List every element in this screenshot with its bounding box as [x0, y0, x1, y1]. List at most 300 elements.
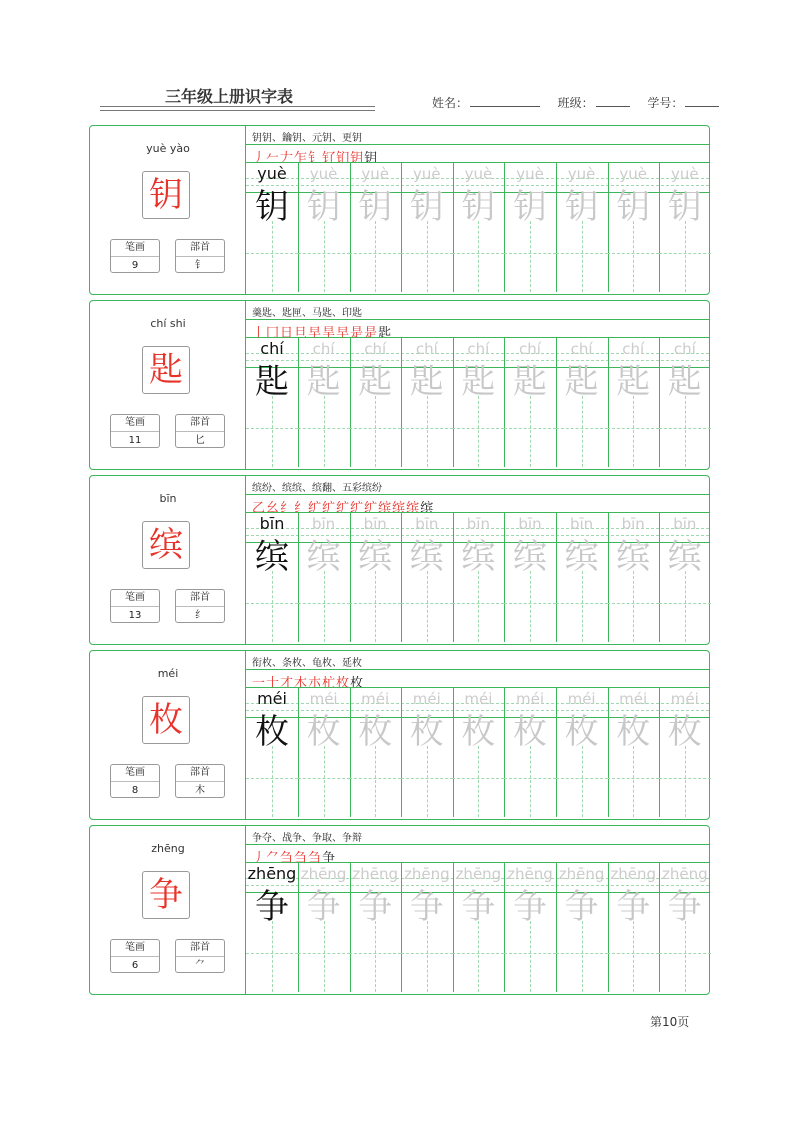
cell-guide [478, 746, 479, 817]
practice-char: 匙 [461, 362, 496, 402]
cell-guide [556, 953, 608, 954]
stroke-count-box [110, 589, 160, 623]
cell-guide [478, 396, 479, 467]
cell-guide [401, 953, 453, 954]
cell-guide [272, 221, 273, 292]
cell-guide [427, 746, 428, 817]
example-words: 羹匙、匙匣、马匙、印匙 [252, 308, 362, 319]
stroke-count-label: 笔画 [111, 940, 159, 957]
stroke-step: 是 [350, 326, 365, 341]
char-card [89, 475, 710, 645]
cell-guide [246, 603, 298, 604]
stroke-step: 十 [266, 676, 281, 691]
radical: ⺈ [195, 960, 205, 971]
cell-guide [582, 921, 583, 992]
practice-pinyin: bīn [466, 515, 490, 533]
practice-cell[interactable] [401, 863, 453, 992]
practice-char: 枚 [513, 712, 547, 752]
cell-guide [582, 221, 583, 292]
number-field[interactable] [685, 95, 719, 107]
cell-guide [298, 428, 350, 429]
stroke-step: 杧 [322, 676, 337, 691]
radical-label: 部首 [176, 765, 224, 782]
cell-guide [556, 253, 608, 254]
stroke-count: 13 [128, 610, 142, 621]
radical-box [175, 764, 225, 798]
char-pinyin: méi [157, 667, 179, 680]
practice-cell[interactable] [504, 688, 556, 817]
practice-cell[interactable] [607, 513, 659, 642]
practice-char: 匙 [409, 362, 444, 402]
stroke-step: 枚 [350, 676, 365, 691]
practice-pinyin: bīn [569, 515, 594, 533]
stroke-step: 纟 [294, 501, 309, 516]
radical: 纟 [195, 610, 205, 621]
stroke-step: 木 [294, 676, 309, 691]
practice-char: 缤 [255, 537, 289, 577]
practice-char: 争 [461, 887, 496, 927]
practice-cell[interactable] [298, 338, 350, 467]
example-words: 争夺、战争、争取、争辩 [252, 833, 362, 844]
practice-char: 匙 [306, 362, 341, 402]
cell-guide [607, 428, 659, 429]
practice-cell[interactable] [504, 863, 556, 992]
stroke-step: 匙 [378, 326, 393, 341]
stroke-step: 丿 [252, 151, 267, 166]
stroke-count-box [110, 414, 160, 448]
practice-cell[interactable] [246, 338, 298, 467]
practice-cell[interactable] [504, 513, 556, 642]
radical-box [175, 939, 225, 973]
practice-char: 缤 [616, 537, 651, 577]
cell-guide [452, 953, 504, 954]
cell-guide [427, 221, 428, 292]
cell-guide [401, 428, 453, 429]
practice-pinyin: méi [361, 690, 390, 708]
practice-cell[interactable] [556, 163, 608, 292]
stroke-step: 缤 [420, 501, 435, 516]
practice-char: 钥 [255, 187, 289, 227]
stroke-step: 纩 [350, 501, 365, 516]
practice-cell[interactable] [401, 688, 453, 817]
cell-guide [556, 603, 608, 604]
cell-guide [324, 396, 325, 467]
practice-char: 缤 [409, 537, 444, 577]
stroke-count: 6 [131, 960, 139, 971]
example-words: 缤纷、缤缤、缤翻、五彩缤纷 [252, 483, 382, 494]
practice-char: 争 [513, 887, 547, 927]
practice-cell[interactable] [607, 163, 659, 292]
cell-guide [659, 603, 711, 604]
practice-char: 争 [306, 887, 341, 927]
stroke-step: 日 [280, 326, 295, 341]
practice-pinyin: zhēng [558, 865, 605, 883]
practice-pinyin: bīn [311, 515, 336, 533]
char-display: 钥 [142, 171, 190, 219]
cell-guide [530, 746, 531, 817]
stroke-step: 刍 [280, 851, 295, 866]
stroke-step: 钅 [308, 151, 323, 166]
practice-cell[interactable] [349, 513, 401, 642]
practice-cell[interactable] [659, 863, 711, 992]
class-label: 班级： [557, 96, 594, 110]
stroke-step: 钥 [364, 151, 379, 166]
stroke-step: 缤 [378, 501, 393, 516]
stroke-count-box [110, 939, 160, 973]
practice-pinyin: chí [364, 340, 387, 358]
practice-cell[interactable] [504, 338, 556, 467]
stroke-step: 早 [308, 326, 323, 341]
radical: 匕 [195, 435, 205, 446]
stroke-step: 丿 [252, 851, 267, 866]
stroke-step: 纩 [322, 501, 337, 516]
stroke-count-label: 笔画 [111, 415, 159, 432]
practice-cell[interactable] [298, 513, 350, 642]
cell-guide [530, 921, 531, 992]
row-rule [246, 494, 709, 495]
practice-cell[interactable] [298, 688, 350, 817]
practice-cell[interactable] [452, 863, 504, 992]
practice-char: 争 [255, 887, 289, 927]
practice-char: 枚 [306, 712, 341, 752]
practice-pinyin: bīn [415, 515, 439, 533]
cell-guide [246, 428, 298, 429]
cell-guide [478, 221, 479, 292]
cell-guide [633, 396, 634, 467]
practice-cell[interactable] [349, 338, 401, 467]
cell-guide [478, 921, 479, 992]
stroke-step: 乙 [252, 501, 267, 516]
cell-guide [452, 603, 504, 604]
practice-char: 匙 [255, 362, 289, 402]
cell-guide [401, 603, 453, 604]
cell-guide [272, 921, 273, 992]
practice-char: 枚 [564, 712, 599, 752]
practice-pinyin: bīn [621, 515, 645, 533]
name-label: 姓名： [432, 96, 469, 110]
stroke-count: 8 [131, 785, 139, 796]
number-label: 学号： [647, 96, 684, 110]
practice-cell[interactable] [659, 163, 711, 292]
cell-guide [504, 428, 556, 429]
practice-char: 缤 [461, 537, 496, 577]
practice-pinyin: méi [309, 690, 338, 708]
radical-box [175, 239, 225, 273]
student-info [432, 94, 719, 111]
practice-char: 匙 [564, 362, 599, 402]
stroke-step: 冂 [266, 326, 281, 341]
cell-guide [375, 221, 376, 292]
cell-guide [633, 571, 634, 642]
practice-pinyin: zhēng [455, 865, 502, 883]
practice-cell[interactable] [452, 688, 504, 817]
cell-guide [582, 396, 583, 467]
stroke-step: 一 [252, 676, 267, 691]
page-title: 三年级上册识字表 [165, 87, 294, 106]
cell-guide [349, 428, 401, 429]
practice-cell[interactable] [504, 163, 556, 292]
char-card [89, 825, 710, 995]
practice-cell[interactable] [556, 688, 608, 817]
practice-pinyin: chí [415, 340, 438, 358]
practice-cell[interactable] [659, 513, 711, 642]
stroke-step: 争 [322, 851, 337, 866]
practice-char: 枚 [461, 712, 496, 752]
stroke-step: 朩 [308, 676, 323, 691]
stroke-step: ⺈ [266, 851, 281, 866]
char-card [89, 650, 710, 820]
practice-char: 枚 [255, 712, 289, 752]
practice-char: 争 [564, 887, 599, 927]
cell-guide [298, 953, 350, 954]
practice-pinyin: yuè [567, 165, 596, 183]
practice-pinyin: yuè [412, 165, 441, 183]
stroke-count-box [110, 239, 160, 273]
cell-guide [375, 571, 376, 642]
practice-char: 缤 [667, 537, 702, 577]
cell-guide [530, 396, 531, 467]
practice-pinyin: zhēng [247, 865, 297, 883]
cell-guide [685, 396, 686, 467]
cell-guide [324, 921, 325, 992]
stroke-step: 旱 [322, 326, 337, 341]
practice-char: 钥 [513, 187, 547, 227]
class-field[interactable] [596, 95, 630, 107]
radical-label: 部首 [176, 415, 224, 432]
practice-cell[interactable] [349, 163, 401, 292]
cell-guide [633, 921, 634, 992]
cell-guide [504, 603, 556, 604]
stroke-step: 纩 [364, 501, 379, 516]
practice-cell[interactable] [659, 688, 711, 817]
char-display: 缤 [142, 521, 190, 569]
stroke-step: 纩 [336, 501, 351, 516]
practice-char: 钥 [358, 187, 393, 227]
cell-guide [246, 778, 298, 779]
practice-char: 钥 [306, 187, 341, 227]
cell-guide [324, 571, 325, 642]
stroke-step: 𠂇 [280, 151, 295, 166]
practice-char: 争 [616, 887, 651, 927]
practice-pinyin: zhēng [507, 865, 553, 883]
practice-char: 缤 [513, 537, 547, 577]
cell-guide [401, 778, 453, 779]
practice-pinyin: zhēng [352, 865, 398, 883]
practice-cell[interactable] [349, 688, 401, 817]
practice-cell[interactable] [349, 863, 401, 992]
cell-guide [427, 571, 428, 642]
stroke-step: 纩 [308, 501, 323, 516]
practice-pinyin: zhēng [300, 865, 347, 883]
stroke-step: 刍 [308, 851, 323, 866]
practice-cell[interactable] [659, 338, 711, 467]
cell-guide [452, 778, 504, 779]
title-underline [100, 110, 375, 111]
stroke-step: 是 [364, 326, 379, 341]
cell-guide [375, 921, 376, 992]
radical-label: 部首 [176, 940, 224, 957]
practice-char: 匙 [513, 362, 547, 402]
cell-guide [375, 746, 376, 817]
practice-pinyin: bīn [518, 515, 542, 533]
cell-guide [452, 428, 504, 429]
cell-guide [582, 571, 583, 642]
cell-guide [607, 778, 659, 779]
practice-char: 钥 [461, 187, 496, 227]
practice-pinyin: méi [670, 690, 699, 708]
cell-guide [504, 253, 556, 254]
cell-guide [556, 778, 608, 779]
cell-guide [659, 253, 711, 254]
cell-guide [530, 571, 531, 642]
practice-cell[interactable] [246, 863, 298, 992]
char-pinyin: yuè yào [146, 142, 190, 155]
cell-guide [349, 603, 401, 604]
radical-box [175, 589, 225, 623]
practice-pinyin: méi [567, 690, 596, 708]
cell-guide [272, 746, 273, 817]
practice-cell[interactable] [246, 163, 298, 292]
example-words: 衔枚、条枚、龟枚、延枚 [252, 658, 362, 669]
practice-pinyin: yuè [619, 165, 647, 183]
stroke-step: 𠂉 [266, 151, 281, 166]
stroke-step: 纟 [280, 501, 295, 516]
radical-box [175, 414, 225, 448]
practice-cell[interactable] [246, 513, 298, 642]
practice-char: 匙 [616, 362, 651, 402]
practice-pinyin: bīn [259, 515, 285, 533]
cell-guide [685, 921, 686, 992]
cell-guide [530, 221, 531, 292]
char-info-panel [90, 126, 246, 294]
practice-cell[interactable] [452, 513, 504, 642]
cell-guide [349, 778, 401, 779]
cell-guide [324, 221, 325, 292]
cell-guide [504, 778, 556, 779]
practice-cell[interactable] [246, 688, 298, 817]
practice-char: 钥 [667, 187, 702, 227]
cell-guide [607, 603, 659, 604]
practice-cell[interactable] [298, 163, 350, 292]
char-card [89, 300, 710, 470]
cell-guide [375, 396, 376, 467]
cell-guide [607, 253, 659, 254]
cell-guide [349, 953, 401, 954]
cell-guide [246, 953, 298, 954]
name-field[interactable] [470, 95, 540, 107]
practice-pinyin: chí [260, 340, 284, 358]
practice-pinyin: bīn [363, 515, 387, 533]
char-card [89, 125, 710, 295]
practice-char: 枚 [358, 712, 393, 752]
practice-pinyin: zhēng [610, 865, 656, 883]
practice-pinyin: yuè [257, 165, 287, 183]
practice-cell[interactable] [556, 863, 608, 992]
practice-pinyin: chí [570, 340, 593, 358]
cell-guide [427, 396, 428, 467]
practice-char: 缤 [564, 537, 599, 577]
stroke-count: 11 [128, 435, 142, 446]
char-info-panel [90, 476, 246, 644]
cell-guide [452, 253, 504, 254]
practice-pinyin: bīn [673, 515, 697, 533]
stroke-count-label: 笔画 [111, 765, 159, 782]
stroke-step: 钔 [336, 151, 351, 166]
practice-cell[interactable] [298, 863, 350, 992]
practice-cell[interactable] [556, 338, 608, 467]
practice-char: 匙 [358, 362, 393, 402]
stroke-step: 枚 [336, 676, 351, 691]
cell-guide [272, 396, 273, 467]
practice-char: 枚 [409, 712, 444, 752]
practice-cell[interactable] [452, 163, 504, 292]
practice-pinyin: chí [673, 340, 696, 358]
stroke-step: 钌 [322, 151, 337, 166]
stroke-step: 丨 [252, 326, 267, 341]
cell-guide [246, 253, 298, 254]
cell-guide [633, 221, 634, 292]
cell-guide [298, 778, 350, 779]
practice-char: 争 [358, 887, 393, 927]
cell-guide [298, 253, 350, 254]
cell-guide [504, 953, 556, 954]
practice-cell[interactable] [452, 338, 504, 467]
practice-cell[interactable] [607, 863, 659, 992]
practice-char: 钥 [564, 187, 599, 227]
char-info-panel [90, 301, 246, 469]
example-words: 钥钥、鑰钥、元钥、更钥 [252, 133, 362, 144]
cell-guide [556, 428, 608, 429]
stroke-step: 幺 [266, 501, 281, 516]
practice-char: 缤 [358, 537, 393, 577]
practice-cell[interactable] [401, 338, 453, 467]
stroke-step: 缤 [392, 501, 407, 516]
practice-pinyin: zhēng [403, 865, 450, 883]
char-display: 枚 [142, 696, 190, 744]
practice-char: 钥 [409, 187, 444, 227]
row-rule [246, 844, 709, 845]
practice-cell[interactable] [556, 513, 608, 642]
practice-pinyin: méi [257, 690, 287, 708]
cell-guide [272, 571, 273, 642]
cell-guide [349, 253, 401, 254]
stroke-step: 缤 [406, 501, 421, 516]
stroke-step: 旦 [294, 326, 309, 341]
practice-pinyin: chí [622, 340, 645, 358]
cell-guide [478, 571, 479, 642]
practice-cell[interactable] [607, 338, 659, 467]
stroke-step: 钥 [350, 151, 365, 166]
cell-guide [633, 746, 634, 817]
practice-pinyin: méi [412, 690, 441, 708]
practice-cell[interactable] [607, 688, 659, 817]
practice-cell[interactable] [401, 513, 453, 642]
practice-char: 匙 [667, 362, 702, 402]
practice-cell[interactable] [401, 163, 453, 292]
practice-pinyin: yuè [361, 165, 389, 183]
practice-char: 钥 [616, 187, 651, 227]
cell-guide [298, 603, 350, 604]
radical: 钅 [195, 260, 205, 271]
cell-guide [427, 921, 428, 992]
row-rule [246, 669, 709, 670]
stroke-step: 乍 [294, 151, 309, 166]
radical-label: 部首 [176, 590, 224, 607]
cell-guide [659, 428, 711, 429]
practice-pinyin: yuè [516, 165, 544, 183]
char-pinyin: bīn [159, 492, 177, 505]
char-display: 匙 [142, 346, 190, 394]
